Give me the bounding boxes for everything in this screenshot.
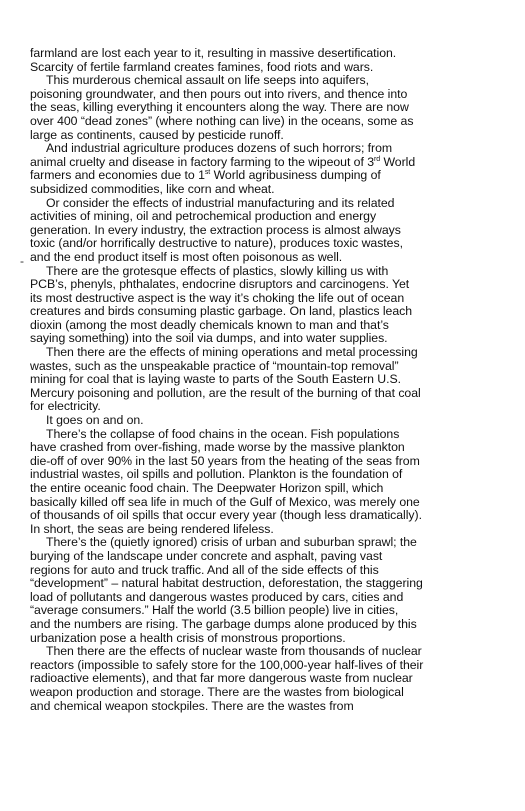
text-line: [30, 414, 505, 428]
text-line: [30, 428, 505, 442]
text-line: [30, 468, 505, 482]
text-line: [30, 319, 505, 333]
text-run: have crashed from over-fishing, made worse by the massive plankton: [30, 440, 405, 455]
text-line: [30, 88, 505, 102]
text-line: [30, 47, 505, 61]
text-line: [30, 564, 505, 578]
text-line: [30, 292, 505, 306]
text-line: [30, 156, 505, 170]
text-run: Or consider the effects of industrial manufacturing and its related: [46, 195, 395, 210]
text-run: and chemical weapon stockpiles. There are the wastes from: [30, 698, 354, 713]
text-line: [30, 265, 505, 279]
text-line: [30, 686, 505, 700]
text-run: Mercury poisoning and pollution, are the result of the burning of that coal: [30, 385, 421, 400]
text-line: [30, 101, 505, 115]
text-line: [30, 645, 505, 659]
text-line: [30, 659, 505, 673]
text-line: [30, 618, 505, 632]
text-run: And industrial agriculture produces dozens of such horrors; from: [46, 141, 393, 156]
text-run: animal cruelty and disease in factory farming to the wipeout of 3: [30, 154, 374, 169]
text-run: There’s the collapse of food chains in the ocean. Fish populations: [46, 426, 400, 441]
text-line: [30, 441, 505, 455]
text-line: [30, 129, 505, 143]
text-line: [30, 373, 505, 387]
superscript: rd: [373, 155, 381, 163]
text-line: [30, 224, 505, 238]
text-run: of thousands of oil spills that occur every year (though less dramatically).: [30, 508, 422, 523]
text-run: mining for coal that is laying waste to parts of the South Eastern U.S.: [30, 372, 402, 387]
text-run: There are the grotesque effects of plastics, slowly killing us with: [46, 263, 389, 278]
text-run: wastes, such as the unspeakable practice of “mountain-top removal”: [30, 358, 399, 373]
text-line: [30, 400, 505, 414]
text-run: urbanization pose a health crisis of monstrous proportions.: [30, 630, 346, 645]
text-line: [30, 455, 505, 469]
text-line: [30, 278, 505, 292]
text-line: [30, 237, 505, 251]
text-line: [30, 61, 505, 75]
text-run: “average consumers.” Half the world (3.5 billion people) live in cities,: [30, 603, 399, 618]
text-line: [30, 672, 505, 686]
body-text: [30, 47, 505, 713]
text-run: “development” – natural habitat destruction, deforestation, the staggering: [30, 576, 423, 591]
text-run: Then there are the effects of mining operations and metal processing: [46, 345, 418, 360]
text-line: [30, 536, 505, 550]
text-run: the entire oceanic food chain. The Deepwater Horizon spill, which: [30, 481, 384, 495]
superscript: st: [204, 169, 211, 177]
text-run: basically killed off sea life in much of the Gulf of Mexico, was merely one: [30, 494, 420, 509]
text-line: [30, 591, 505, 605]
text-line: [30, 210, 505, 224]
text-run: subsidized commodities, like corn and wheat.: [30, 181, 275, 196]
text-line: [30, 142, 505, 156]
text-line: [30, 632, 505, 646]
text-run: regions for auto and truck traffic. And all of the side effects of this: [30, 562, 379, 577]
text-line: [30, 523, 505, 537]
text-run: activities of mining, oil and petrochemical production and energy: [30, 209, 377, 224]
text-run: In short, the seas are being rendered lifeless.: [30, 521, 274, 536]
text-line: [30, 251, 505, 265]
text-line: [30, 360, 505, 374]
text-line: [30, 482, 505, 496]
text-run: load of pollutants and dangerous wastes produced by cars, cities and: [30, 589, 404, 604]
text-run: farmers and economies due to 1: [30, 168, 205, 183]
text-line: [30, 169, 505, 183]
text-run: There’s the (quietly ignored) crisis of urban and suburban sprawl; the: [46, 535, 417, 550]
text-run: This murderous chemical assault on life seeps into aquifers,: [46, 73, 370, 88]
text-line: [30, 115, 505, 129]
text-run: radioactive elements), and that far more dangerous waste from nuclear: [30, 671, 413, 686]
text-run: poisoning groundwater, and then pours out into rivers, and thence into: [30, 86, 408, 101]
text-run: Scarcity of fertile farmland creates famines, food riots and wars.: [30, 59, 374, 74]
text-line: [30, 332, 505, 346]
text-run: burying of the landscape under concrete and asphalt, paving vast: [30, 548, 383, 563]
text-line: [30, 74, 505, 88]
text-line: [30, 183, 505, 197]
text-run: saying something) into the soil via dumps, and into water supplies.: [30, 331, 388, 346]
text-line: [30, 604, 505, 618]
text-run: PCB’s, phenyls, phthalates, endocrine disruptors and carcinogens. Yet: [30, 277, 410, 292]
text-run: its most destructive aspect is the way it’s choking the life out of ocean: [30, 290, 405, 305]
text-line: [30, 577, 505, 591]
text-run: It goes on and on.: [46, 413, 144, 428]
text-line: [30, 509, 505, 523]
margin-mark: -: [20, 254, 24, 268]
text-run: Then there are the effects of nuclear waste from thousands of nuclear: [46, 644, 422, 659]
text-run: die-off of over 90% in the last 50 years from the heating of the seas from: [30, 453, 420, 468]
text-run: dioxin (among the most deadly chemicals known to man and that’s: [30, 317, 389, 332]
text-line: [30, 346, 505, 360]
text-run: World: [380, 154, 416, 169]
text-line: [30, 700, 505, 714]
text-run: industrial wastes, oil spills and pollution. Plankton is the foundation of: [30, 467, 403, 482]
text-line: [30, 387, 505, 401]
text-line: [30, 305, 505, 319]
text-run: over 400 “dead zones” (where nothing can live) in the oceans, some as: [30, 113, 414, 128]
text-run: and the end product itself is most often poisonous as well.: [30, 249, 343, 264]
text-run: reactors (impossible to safely store for the 100,000-year half-lives of their: [30, 657, 424, 672]
text-run: and the numbers are rising. The garbage dumps alone produced by this: [30, 616, 417, 631]
text-run: for electricity.: [30, 399, 101, 414]
text-run: generation. In every industry, the extraction process is almost always: [30, 222, 401, 237]
text-line: [30, 496, 505, 510]
text-run: creatures and birds consuming plastic garbage. On land, plastics leach: [30, 304, 413, 319]
text-line: [30, 197, 505, 211]
text-run: toxic (and/or horrifically destructive to nature), produces toxic wastes,: [30, 236, 403, 251]
text-run: large as continents, caused by pesticide runoff.: [30, 127, 284, 142]
text-run: farmland are lost each year to it, resulting in massive desertification.: [30, 46, 397, 60]
text-line: [30, 550, 505, 564]
text-run: weapon production and storage. There are the wastes from biological: [30, 684, 404, 699]
text-run: World agribusiness dumping of: [210, 168, 381, 183]
text-run: the seas, killing everything it encounters along the way. There are now: [30, 100, 409, 115]
